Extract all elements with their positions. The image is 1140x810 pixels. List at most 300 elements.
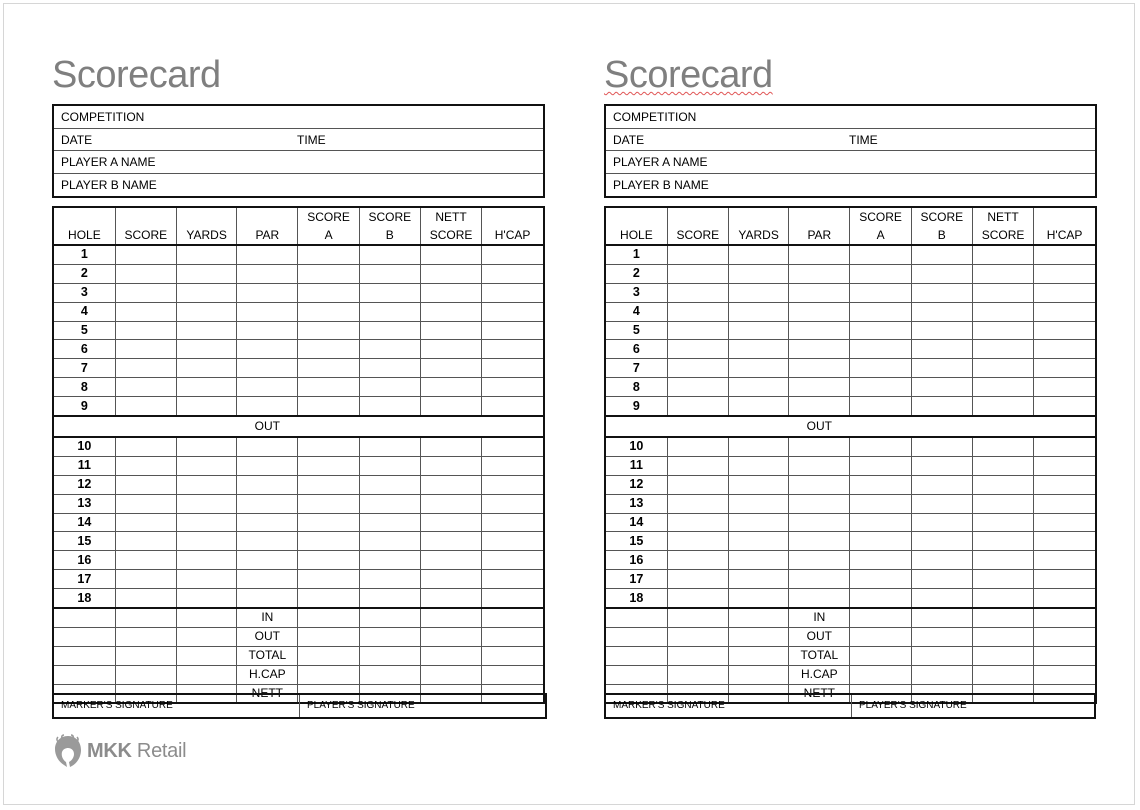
score-cell[interactable]	[237, 589, 298, 608]
score-cell[interactable]	[850, 551, 911, 570]
score-cell[interactable]	[911, 340, 972, 359]
score-cell[interactable]	[482, 397, 544, 416]
score-cell[interactable]	[115, 532, 176, 551]
score-cell[interactable]	[911, 264, 972, 283]
score-cell[interactable]	[728, 340, 788, 359]
score-cell[interactable]	[298, 397, 359, 416]
total-cell[interactable]	[420, 646, 481, 665]
score-cell[interactable]	[667, 302, 728, 321]
score-cell[interactable]	[482, 437, 544, 456]
score-cell[interactable]	[728, 532, 788, 551]
score-cell[interactable]	[359, 378, 420, 397]
score-cell[interactable]	[667, 321, 728, 340]
total-cell[interactable]	[176, 665, 236, 684]
score-cell[interactable]	[1034, 245, 1096, 264]
score-cell[interactable]	[482, 570, 544, 589]
total-cell[interactable]	[298, 646, 359, 665]
score-cell[interactable]	[1034, 456, 1096, 475]
date-time-field[interactable]	[54, 129, 543, 152]
score-cell[interactable]	[176, 397, 236, 416]
total-cell[interactable]	[359, 608, 420, 627]
total-cell[interactable]	[911, 627, 972, 646]
total-cell[interactable]	[850, 646, 911, 665]
score-cell[interactable]	[667, 245, 728, 264]
total-cell[interactable]	[420, 665, 481, 684]
score-cell[interactable]	[850, 264, 911, 283]
score-cell[interactable]	[359, 302, 420, 321]
score-cell[interactable]	[359, 456, 420, 475]
score-cell[interactable]	[728, 245, 788, 264]
total-cell[interactable]	[53, 608, 115, 627]
score-cell[interactable]	[359, 340, 420, 359]
score-cell[interactable]	[911, 302, 972, 321]
score-cell[interactable]	[972, 437, 1033, 456]
total-cell[interactable]	[667, 665, 728, 684]
score-cell[interactable]	[176, 513, 236, 532]
score-cell[interactable]	[1034, 475, 1096, 494]
total-cell[interactable]	[728, 608, 788, 627]
score-cell[interactable]	[420, 589, 481, 608]
total-cell[interactable]	[359, 665, 420, 684]
score-cell[interactable]	[359, 321, 420, 340]
score-cell[interactable]	[972, 397, 1033, 416]
score-cell[interactable]	[176, 245, 236, 264]
score-cell[interactable]	[420, 302, 481, 321]
score-cell[interactable]	[482, 513, 544, 532]
player-signature-field[interactable]: PLAYER'S SIGNATURE	[859, 700, 967, 711]
score-cell[interactable]	[115, 475, 176, 494]
score-cell[interactable]	[789, 397, 850, 416]
total-cell[interactable]	[298, 665, 359, 684]
score-cell[interactable]	[667, 340, 728, 359]
score-cell[interactable]	[237, 513, 298, 532]
score-cell[interactable]	[237, 340, 298, 359]
score-cell[interactable]	[789, 378, 850, 397]
score-cell[interactable]	[176, 532, 236, 551]
score-cell[interactable]	[1034, 321, 1096, 340]
score-cell[interactable]	[789, 321, 850, 340]
score-cell[interactable]	[728, 456, 788, 475]
score-cell[interactable]	[911, 570, 972, 589]
score-cell[interactable]	[1034, 264, 1096, 283]
score-cell[interactable]	[420, 551, 481, 570]
score-cell[interactable]	[420, 378, 481, 397]
score-cell[interactable]	[850, 494, 911, 513]
player-signature-field[interactable]: PLAYER'S SIGNATURE	[307, 700, 415, 711]
score-cell[interactable]	[237, 475, 298, 494]
score-cell[interactable]	[115, 245, 176, 264]
score-cell[interactable]	[176, 456, 236, 475]
score-cell[interactable]	[911, 378, 972, 397]
score-cell[interactable]	[359, 245, 420, 264]
score-cell[interactable]	[1034, 494, 1096, 513]
score-cell[interactable]	[115, 397, 176, 416]
total-cell[interactable]	[53, 627, 115, 646]
score-cell[interactable]	[115, 359, 176, 378]
score-cell[interactable]	[420, 245, 481, 264]
score-cell[interactable]	[1034, 589, 1096, 608]
score-cell[interactable]	[176, 494, 236, 513]
score-cell[interactable]	[359, 513, 420, 532]
score-cell[interactable]	[359, 264, 420, 283]
score-cell[interactable]	[176, 551, 236, 570]
total-cell[interactable]	[115, 627, 176, 646]
score-cell[interactable]	[176, 302, 236, 321]
score-cell[interactable]	[237, 359, 298, 378]
score-cell[interactable]	[237, 437, 298, 456]
score-cell[interactable]	[482, 456, 544, 475]
total-cell[interactable]	[850, 665, 911, 684]
score-cell[interactable]	[911, 397, 972, 416]
score-cell[interactable]	[115, 437, 176, 456]
score-cell[interactable]	[667, 513, 728, 532]
score-cell[interactable]	[789, 456, 850, 475]
score-cell[interactable]	[482, 532, 544, 551]
score-cell[interactable]	[359, 437, 420, 456]
score-cell[interactable]	[789, 494, 850, 513]
score-cell[interactable]	[667, 264, 728, 283]
player-b-field[interactable]	[54, 174, 543, 197]
score-cell[interactable]	[420, 321, 481, 340]
score-cell[interactable]	[850, 283, 911, 302]
score-cell[interactable]	[1034, 397, 1096, 416]
score-cell[interactable]	[298, 321, 359, 340]
score-cell[interactable]	[298, 437, 359, 456]
score-cell[interactable]	[850, 437, 911, 456]
score-cell[interactable]	[115, 589, 176, 608]
score-cell[interactable]	[482, 283, 544, 302]
score-cell[interactable]	[115, 283, 176, 302]
total-cell[interactable]	[911, 665, 972, 684]
score-cell[interactable]	[972, 532, 1033, 551]
player-b-field[interactable]	[606, 174, 1095, 197]
score-cell[interactable]	[482, 264, 544, 283]
total-cell[interactable]	[482, 646, 544, 665]
score-cell[interactable]	[482, 378, 544, 397]
score-cell[interactable]	[482, 302, 544, 321]
score-cell[interactable]	[176, 437, 236, 456]
total-cell[interactable]	[298, 608, 359, 627]
score-cell[interactable]	[298, 340, 359, 359]
score-cell[interactable]	[667, 475, 728, 494]
total-cell[interactable]	[420, 608, 481, 627]
score-cell[interactable]	[115, 302, 176, 321]
score-cell[interactable]	[728, 397, 788, 416]
score-cell[interactable]	[359, 589, 420, 608]
score-cell[interactable]	[728, 437, 788, 456]
score-cell[interactable]	[115, 321, 176, 340]
score-cell[interactable]	[359, 283, 420, 302]
score-cell[interactable]	[728, 570, 788, 589]
score-cell[interactable]	[850, 340, 911, 359]
score-cell[interactable]	[789, 340, 850, 359]
score-cell[interactable]	[789, 551, 850, 570]
score-cell[interactable]	[728, 475, 788, 494]
score-cell[interactable]	[667, 437, 728, 456]
score-cell[interactable]	[420, 359, 481, 378]
competition-field[interactable]	[606, 106, 1095, 129]
score-cell[interactable]	[911, 589, 972, 608]
score-cell[interactable]	[911, 283, 972, 302]
score-cell[interactable]	[911, 321, 972, 340]
score-cell[interactable]	[1034, 302, 1096, 321]
score-cell[interactable]	[850, 378, 911, 397]
total-cell[interactable]	[1034, 608, 1096, 627]
score-cell[interactable]	[482, 340, 544, 359]
score-cell[interactable]	[115, 570, 176, 589]
score-cell[interactable]	[1034, 532, 1096, 551]
score-cell[interactable]	[972, 321, 1033, 340]
total-cell[interactable]	[420, 627, 481, 646]
total-cell[interactable]	[667, 627, 728, 646]
score-cell[interactable]	[237, 283, 298, 302]
score-cell[interactable]	[972, 378, 1033, 397]
score-cell[interactable]	[115, 456, 176, 475]
score-cell[interactable]	[911, 532, 972, 551]
score-cell[interactable]	[789, 302, 850, 321]
score-cell[interactable]	[728, 551, 788, 570]
score-cell[interactable]	[728, 283, 788, 302]
score-cell[interactable]	[176, 264, 236, 283]
score-cell[interactable]	[911, 475, 972, 494]
score-cell[interactable]	[420, 475, 481, 494]
score-cell[interactable]	[420, 532, 481, 551]
score-cell[interactable]	[482, 551, 544, 570]
score-cell[interactable]	[176, 570, 236, 589]
score-cell[interactable]	[420, 283, 481, 302]
score-cell[interactable]	[176, 321, 236, 340]
score-cell[interactable]	[789, 245, 850, 264]
score-cell[interactable]	[359, 359, 420, 378]
score-cell[interactable]	[850, 589, 911, 608]
score-cell[interactable]	[728, 589, 788, 608]
total-cell[interactable]	[911, 646, 972, 665]
score-cell[interactable]	[972, 494, 1033, 513]
score-cell[interactable]	[482, 589, 544, 608]
total-cell[interactable]	[605, 608, 667, 627]
score-cell[interactable]	[1034, 378, 1096, 397]
score-cell[interactable]	[850, 302, 911, 321]
marker-signature-field[interactable]: MARKER'S SIGNATURE	[54, 695, 300, 717]
total-cell[interactable]	[850, 608, 911, 627]
score-cell[interactable]	[972, 456, 1033, 475]
total-cell[interactable]	[667, 646, 728, 665]
score-cell[interactable]	[972, 589, 1033, 608]
score-cell[interactable]	[359, 551, 420, 570]
score-cell[interactable]	[911, 513, 972, 532]
score-cell[interactable]	[115, 340, 176, 359]
score-cell[interactable]	[850, 321, 911, 340]
score-cell[interactable]	[237, 397, 298, 416]
score-cell[interactable]	[237, 245, 298, 264]
score-cell[interactable]	[1034, 283, 1096, 302]
score-cell[interactable]	[298, 570, 359, 589]
score-cell[interactable]	[176, 475, 236, 494]
score-cell[interactable]	[115, 494, 176, 513]
score-cell[interactable]	[298, 302, 359, 321]
score-cell[interactable]	[728, 378, 788, 397]
score-cell[interactable]	[298, 359, 359, 378]
score-cell[interactable]	[850, 570, 911, 589]
score-cell[interactable]	[1034, 570, 1096, 589]
score-cell[interactable]	[115, 513, 176, 532]
score-cell[interactable]	[359, 494, 420, 513]
score-cell[interactable]	[972, 283, 1033, 302]
total-cell[interactable]	[728, 627, 788, 646]
score-cell[interactable]	[667, 456, 728, 475]
score-cell[interactable]	[972, 264, 1033, 283]
score-cell[interactable]	[850, 456, 911, 475]
total-cell[interactable]	[1034, 646, 1096, 665]
score-cell[interactable]	[911, 437, 972, 456]
score-cell[interactable]	[420, 264, 481, 283]
date-time-field[interactable]	[606, 129, 1095, 152]
score-cell[interactable]	[667, 494, 728, 513]
score-cell[interactable]	[298, 283, 359, 302]
total-cell[interactable]	[911, 608, 972, 627]
total-cell[interactable]	[972, 665, 1033, 684]
score-cell[interactable]	[298, 494, 359, 513]
score-cell[interactable]	[972, 340, 1033, 359]
score-cell[interactable]	[359, 532, 420, 551]
score-cell[interactable]	[972, 359, 1033, 378]
score-cell[interactable]	[789, 532, 850, 551]
score-cell[interactable]	[789, 437, 850, 456]
score-cell[interactable]	[237, 302, 298, 321]
total-cell[interactable]	[53, 665, 115, 684]
total-cell[interactable]	[1034, 665, 1096, 684]
score-cell[interactable]	[728, 302, 788, 321]
competition-field[interactable]	[54, 106, 543, 129]
total-cell[interactable]	[850, 627, 911, 646]
score-cell[interactable]	[789, 475, 850, 494]
score-cell[interactable]	[789, 570, 850, 589]
score-cell[interactable]	[850, 245, 911, 264]
score-cell[interactable]	[298, 264, 359, 283]
score-cell[interactable]	[482, 475, 544, 494]
score-cell[interactable]	[911, 245, 972, 264]
score-cell[interactable]	[667, 359, 728, 378]
total-cell[interactable]	[359, 627, 420, 646]
score-cell[interactable]	[420, 456, 481, 475]
score-cell[interactable]	[359, 475, 420, 494]
score-cell[interactable]	[420, 513, 481, 532]
score-cell[interactable]	[176, 340, 236, 359]
score-cell[interactable]	[1034, 513, 1096, 532]
score-cell[interactable]	[420, 397, 481, 416]
total-cell[interactable]	[298, 627, 359, 646]
score-cell[interactable]	[176, 589, 236, 608]
score-cell[interactable]	[972, 302, 1033, 321]
score-cell[interactable]	[482, 359, 544, 378]
score-cell[interactable]	[789, 283, 850, 302]
score-cell[interactable]	[667, 589, 728, 608]
score-cell[interactable]	[789, 359, 850, 378]
score-cell[interactable]	[420, 340, 481, 359]
score-cell[interactable]	[482, 494, 544, 513]
score-cell[interactable]	[850, 532, 911, 551]
total-cell[interactable]	[605, 627, 667, 646]
score-cell[interactable]	[850, 513, 911, 532]
score-cell[interactable]	[298, 378, 359, 397]
player-a-field[interactable]	[54, 151, 543, 174]
score-cell[interactable]	[298, 532, 359, 551]
total-cell[interactable]	[972, 608, 1033, 627]
score-cell[interactable]	[237, 264, 298, 283]
total-cell[interactable]	[482, 608, 544, 627]
score-cell[interactable]	[728, 321, 788, 340]
score-cell[interactable]	[237, 570, 298, 589]
score-cell[interactable]	[789, 264, 850, 283]
player-a-field[interactable]	[606, 151, 1095, 174]
total-cell[interactable]	[482, 665, 544, 684]
score-cell[interactable]	[667, 378, 728, 397]
score-cell[interactable]	[176, 359, 236, 378]
score-cell[interactable]	[911, 456, 972, 475]
score-cell[interactable]	[359, 570, 420, 589]
score-cell[interactable]	[482, 245, 544, 264]
score-cell[interactable]	[176, 283, 236, 302]
score-cell[interactable]	[1034, 340, 1096, 359]
score-cell[interactable]	[359, 397, 420, 416]
total-cell[interactable]	[972, 627, 1033, 646]
score-cell[interactable]	[298, 475, 359, 494]
score-cell[interactable]	[298, 513, 359, 532]
total-cell[interactable]	[972, 646, 1033, 665]
score-cell[interactable]	[789, 513, 850, 532]
score-cell[interactable]	[482, 321, 544, 340]
total-cell[interactable]	[176, 627, 236, 646]
score-cell[interactable]	[420, 570, 481, 589]
score-cell[interactable]	[237, 494, 298, 513]
score-cell[interactable]	[911, 494, 972, 513]
score-cell[interactable]	[420, 494, 481, 513]
score-cell[interactable]	[298, 589, 359, 608]
score-cell[interactable]	[972, 475, 1033, 494]
score-cell[interactable]	[728, 494, 788, 513]
score-cell[interactable]	[667, 570, 728, 589]
score-cell[interactable]	[237, 378, 298, 397]
marker-signature-field[interactable]: MARKER'S SIGNATURE	[606, 695, 852, 717]
score-cell[interactable]	[1034, 359, 1096, 378]
total-cell[interactable]	[359, 646, 420, 665]
score-cell[interactable]	[115, 551, 176, 570]
score-cell[interactable]	[667, 283, 728, 302]
total-cell[interactable]	[53, 646, 115, 665]
score-cell[interactable]	[972, 245, 1033, 264]
score-cell[interactable]	[972, 570, 1033, 589]
total-cell[interactable]	[115, 646, 176, 665]
total-cell[interactable]	[605, 646, 667, 665]
score-cell[interactable]	[667, 397, 728, 416]
score-cell[interactable]	[789, 589, 850, 608]
score-cell[interactable]	[420, 437, 481, 456]
score-cell[interactable]	[237, 551, 298, 570]
score-cell[interactable]	[176, 378, 236, 397]
total-cell[interactable]	[115, 608, 176, 627]
total-cell[interactable]	[482, 627, 544, 646]
total-cell[interactable]	[728, 665, 788, 684]
score-cell[interactable]	[1034, 437, 1096, 456]
score-cell[interactable]	[298, 456, 359, 475]
total-cell[interactable]	[667, 608, 728, 627]
score-cell[interactable]	[972, 551, 1033, 570]
score-cell[interactable]	[1034, 551, 1096, 570]
score-cell[interactable]	[972, 513, 1033, 532]
score-cell[interactable]	[850, 397, 911, 416]
score-cell[interactable]	[237, 321, 298, 340]
score-cell[interactable]	[115, 264, 176, 283]
